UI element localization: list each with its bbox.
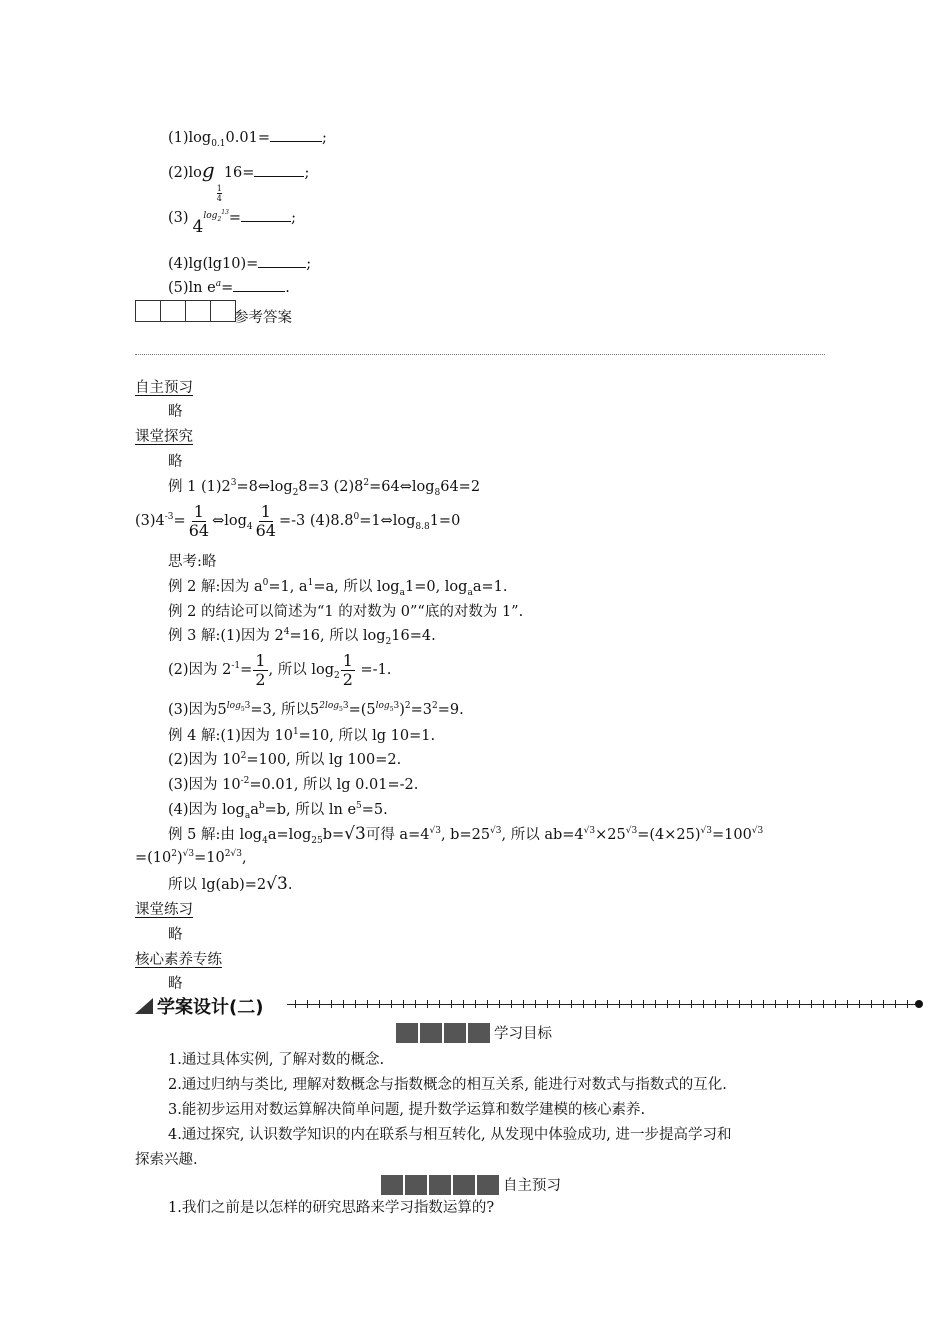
rule-tick [595,1000,596,1008]
goal-4-cont: 探索兴趣. [135,1152,198,1168]
exercise-2: (2)log $\frac{1}{4}$ 16= ; [168,158,310,203]
rule-tick [415,1000,416,1008]
question-1: 1.我们之前是以怎样的研究思路来学习指数运算的? [168,1200,495,1216]
answer-blank[interactable] [241,209,291,222]
section-header [135,994,925,1016]
goal-3: 3.能初步运用对数运算解决简单问题, 提升数学运算和数学建模的核心素养. [168,1102,646,1118]
rule-tick [475,1000,476,1008]
rule-tick [871,1000,872,1008]
text-lue: 略 [168,404,183,420]
example-4-line2: (2)因为 $10^2=100$, 所以 lg 100=2. [168,751,402,768]
rule-tick [727,1000,728,1008]
rule-tick [703,1000,704,1008]
rule-tick [775,1000,776,1008]
dotted-divider [135,354,825,355]
rule-tick [763,1000,764,1008]
example-5-conclusion: 所以 lg(ab)=2√3. [168,874,293,894]
rule-tick [655,1000,656,1008]
rule-tick [631,1000,632,1008]
text-lue: 略 [168,454,183,470]
rule-tick [883,1000,884,1008]
rule-tick [355,1000,356,1008]
goal-2: 2.通过归纳与类比, 理解对数概念与指数概念的相互关系, 能进行对数式与指数式的互化. [168,1077,727,1093]
rule-tick [679,1000,680,1008]
rule-tick [691,1000,692,1008]
rule-tick [739,1000,740,1008]
rule-tick [403,1000,404,1008]
rule-tick [607,1000,608,1008]
rule-tick [715,1000,716,1008]
example-4-line3: (3)因为 $10^{-2}=0.01$, 所以 lg 0.01=-2. [168,776,419,793]
rule-tick [571,1000,572,1008]
rule-tick [379,1000,380,1008]
rule-tick [823,1000,824,1008]
example-3-line2: (2)因为 $2^{-1}=$ $\frac{1}{2}$ , 所以 $\log_2$ $\frac{1}{2}$ =-1. [168,650,392,689]
rule-tick [859,1000,860,1008]
rule-tick [835,1000,836,1008]
example-5-line1: 例 5 解:由 $\log_4a=\log_{25}b=√3$可得 $a=4^{√3}$, $b=25^{√3}$, 所以 $ab=4^{√3}\times 25^{√3}=(4\times 25)^{√3}=100^{√3}$ [168,824,764,846]
rule-tick [535,1000,536,1008]
rule-tick [499,1000,500,1008]
answer-blank[interactable] [233,279,285,292]
rule-tick [811,1000,812,1008]
heading-zizhu: 自主预习 [135,380,193,396]
triangle-icon [135,998,153,1014]
sikao: 思考:略 [168,554,217,570]
exercise-3: (3) $4^{log_2^{13}}=$ ; [168,209,296,237]
rule-tick [751,1000,752,1008]
rule-tick [295,1000,296,1008]
example-3-line3: (3)因为$5^{log_53}=3$, 所以$5^{2log_53}=(5^{log_53})^2=3^2=9$. [168,701,464,718]
rule-tick [307,1000,308,1008]
exercise-5: (5)ln $e^a=$ . [168,279,290,296]
rule-tick [895,1000,896,1008]
rule-tick [439,1000,440,1008]
example-3-line1: 例 3 解:(1)因为 $2^4=16$, 所以 $\log_216=4$. [168,627,436,647]
example-5-line2: $=(10^2)^{√3}=10^{2√3}$, [135,849,247,866]
answer-blank[interactable] [270,129,322,142]
text-lue: 略 [168,927,183,943]
rule-tick [619,1000,620,1008]
example-2-conclusion: 例 2 的结论可以简述为“1 的对数为 0”“底的对数为 1”. [168,604,524,620]
answer-label-boxes [135,300,235,322]
rule-tick [583,1000,584,1008]
example-1-line1: 例 1 $(1)2^3=8\Leftrightarrow\log_28=3$ $(2)8^2=64\Leftrightarrow\log_864=2$ [168,478,481,498]
rule-tick [547,1000,548,1008]
example-4-line1: 例 4 解:(1)因为 $10^1=10$, 所以 lg 10=1. [168,727,436,744]
heading-lianxi: 课堂练习 [135,902,193,918]
rule-tick [559,1000,560,1008]
example-2: 例 2 解:因为 $a^0=1$, $a^1=a$, 所以 $\log_a1=0$, $\log_aa=1$. [168,578,508,598]
exercise-1: $(1)\log_{0.1}0.01=$ ; [168,130,327,149]
rule-tick [787,1000,788,1008]
exercise-4: (4)lg(lg10)= ; [168,256,312,272]
rule-tick [331,1000,332,1008]
answer-label: 参考答案 [234,310,292,326]
rule-tick [463,1000,464,1008]
rule-tick [451,1000,452,1008]
heading-hexin: 核心素养专练 [135,952,222,968]
rule-tick [667,1000,668,1008]
rule-tick [319,1000,320,1008]
goals-label: 学习目标 [396,1022,552,1043]
rule-tick [367,1000,368,1008]
dot-icon [915,1000,923,1008]
section-title: 学案设计(二) [157,997,264,1018]
answer-blank[interactable] [258,255,306,268]
preview-label: 自主预习 [381,1174,561,1195]
goal-4: 4.通过探究, 认识数学知识的内在联系与相互转化, 从发现中体验成功, 进一步提高学习和 [168,1127,732,1143]
rule-tick [391,1000,392,1008]
example-4-line4: (4)因为 $\log_aa^b=b$, 所以 $\ln e^5=5$. [168,801,388,821]
rule-tick [907,1000,908,1008]
text-lue: 略 [168,976,183,992]
rule-tick [523,1000,524,1008]
rule-tick [487,1000,488,1008]
answer-blank[interactable] [254,164,304,177]
rule-tick [343,1000,344,1008]
rule-tick [511,1000,512,1008]
rule-tick [847,1000,848,1008]
rule-tick [643,1000,644,1008]
heading-ketang: 课堂探究 [135,429,193,445]
rule-tick [427,1000,428,1008]
rule-tick [799,1000,800,1008]
goal-1: 1.通过具体实例, 了解对数的概念. [168,1052,385,1068]
example-1-line2: $(3)4^{-3}=$ $\frac{1}{64}$ $\Leftrightarrow\log_4$ $\frac{1}{64}$ =-3 $(4)8.8^0=1\Leftrightarrow\log_{8.8}1=0$ [135,501,461,540]
